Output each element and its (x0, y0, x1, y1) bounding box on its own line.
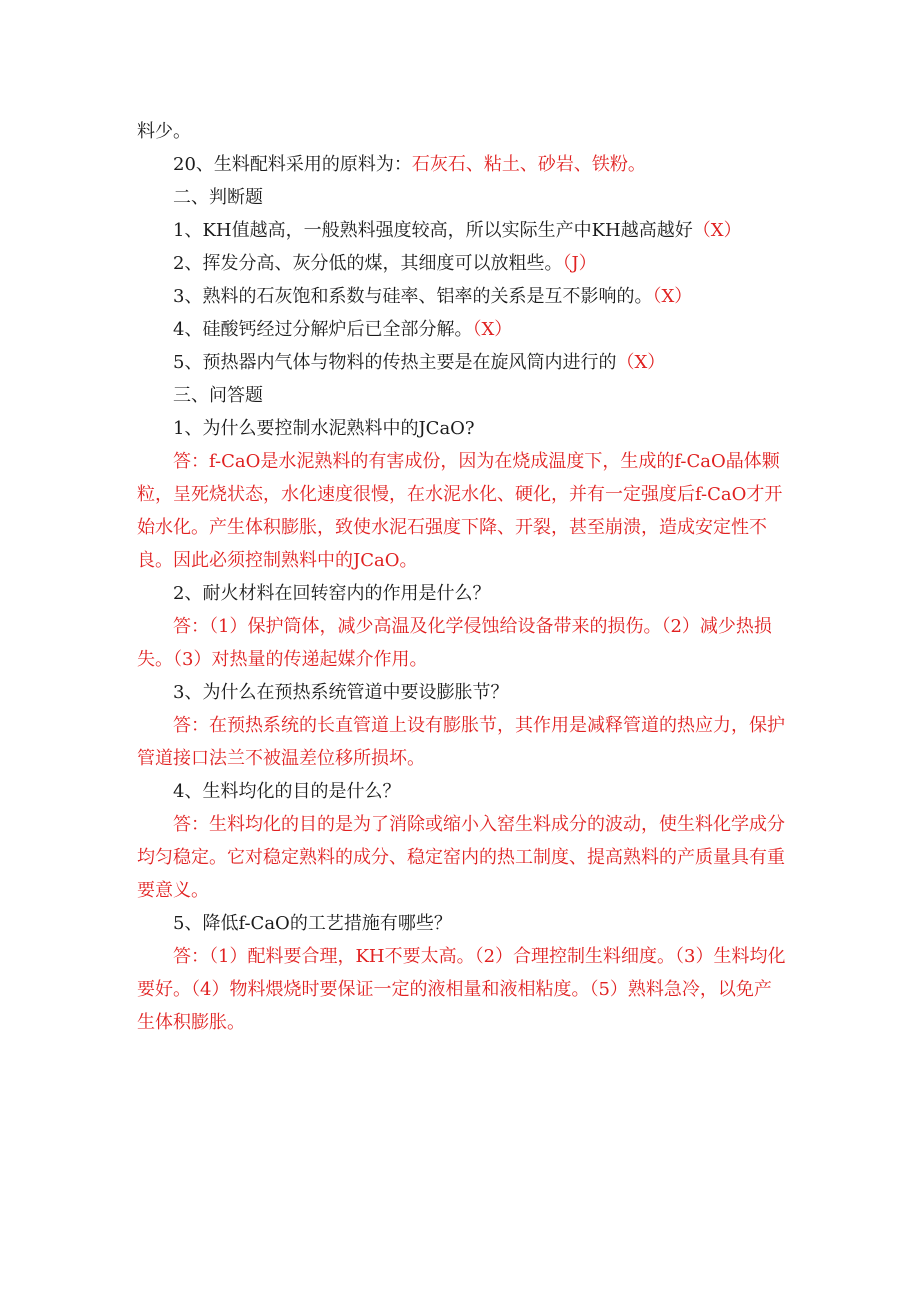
judgment-2-question: 2、挥发分高、灰分低的煤，其细度可以放粗些。 (173, 253, 563, 274)
qa-answer-3: 答：在预热系统的长直管道上设有膨胀节，其作用是减释管道的热应力，保护管道接口法兰不被温差位移所损坏。 (137, 715, 785, 769)
continuation-line: 料少。 (137, 121, 191, 142)
qa-question-3: 3、为什么在预热系统管道中要设膨胀节？ (173, 682, 509, 703)
judgment-item-3 (137, 280, 787, 313)
item-20-answer: 石灰石、粘土、砂岩、铁粉。 (411, 154, 646, 175)
qa-answer-2: 答：（1）保护筒体，减少高温及化学侵蚀给设备带来的损伤。（2）减少热损失。（3）对热量的传递起媒介作用。 (137, 616, 772, 670)
judgment-5-question: 5、预热器内气体与物料的传热主要是在旋风筒内进行的 (173, 352, 617, 373)
qa-question-1: 1、为什么要控制水泥熟料中的JCaO? (173, 418, 475, 439)
item-20-question: 20、生料配料采用的原料为： (173, 154, 412, 175)
judgment-item-5 (137, 346, 787, 379)
qa-answer-4: 答：生料均化的目的是为了消除或缩小入窑生料成分的波动，使生料化学成分均匀稳定。它对稳定熟料的成分、稳定窑内的热工制度、提高熟料的产质量具有重要意义。 (137, 814, 785, 901)
qa-answer-1: 答：f-CaO是水泥熟料的有害成份，因为在烧成温度下，生成的f-CaO晶体颗粒，呈死烧状态，水化速度很慢，在水泥水化、硬化，并有一定强度后f-CaO才开始水化。产生体积膨胀，致使水泥石强度下降、开裂，甚至崩溃，造成安定性不良。因此必须控制熟料中的JCaO。 (137, 451, 783, 571)
section-heading-judgment: 二、判断题 (173, 187, 263, 208)
qa-question-5: 5、降低f-CaO的工艺措施有哪些？ (173, 913, 452, 934)
judgment-4-answer: （X） (472, 319, 513, 340)
judgment-4-question: 4、硅酸钙经过分解炉后已全部分解。 (173, 319, 473, 340)
judgment-1-answer: （X） (692, 220, 742, 241)
fill-blank-item-20 (137, 148, 787, 181)
judgment-item-1 (137, 214, 787, 247)
judgment-3-question: 3、熟料的石灰饱和系数与硅率、铝率的关系是互不影响的。 (173, 286, 653, 307)
judgment-1-question: 1、KH值越高，一般熟料强度较高，所以实际生产中KH越高越好 (173, 220, 693, 241)
judgment-item-2 (137, 247, 787, 280)
judgment-5-answer: （X） (616, 352, 666, 373)
judgment-2-answer: （J） (562, 253, 597, 274)
judgment-3-answer: （X） (652, 286, 693, 307)
qa-question-4: 4、生料均化的目的是什么？ (173, 781, 401, 802)
document-body (137, 115, 787, 1039)
qa-answer-5: 答：（1）配料要合理，KH不要太高。（2）合理控制生料细度。（3）生料均化要好。（4）物料煨烧时要保证一定的液相量和液相粘度。（5）熟料急冷，以免产生体积膨胀。 (137, 946, 786, 1033)
section-heading-qa: 三、问答题 (173, 385, 263, 406)
qa-question-2: 2、耐火材料在回转窑内的作用是什么？ (173, 583, 491, 604)
judgment-item-4 (137, 313, 787, 346)
